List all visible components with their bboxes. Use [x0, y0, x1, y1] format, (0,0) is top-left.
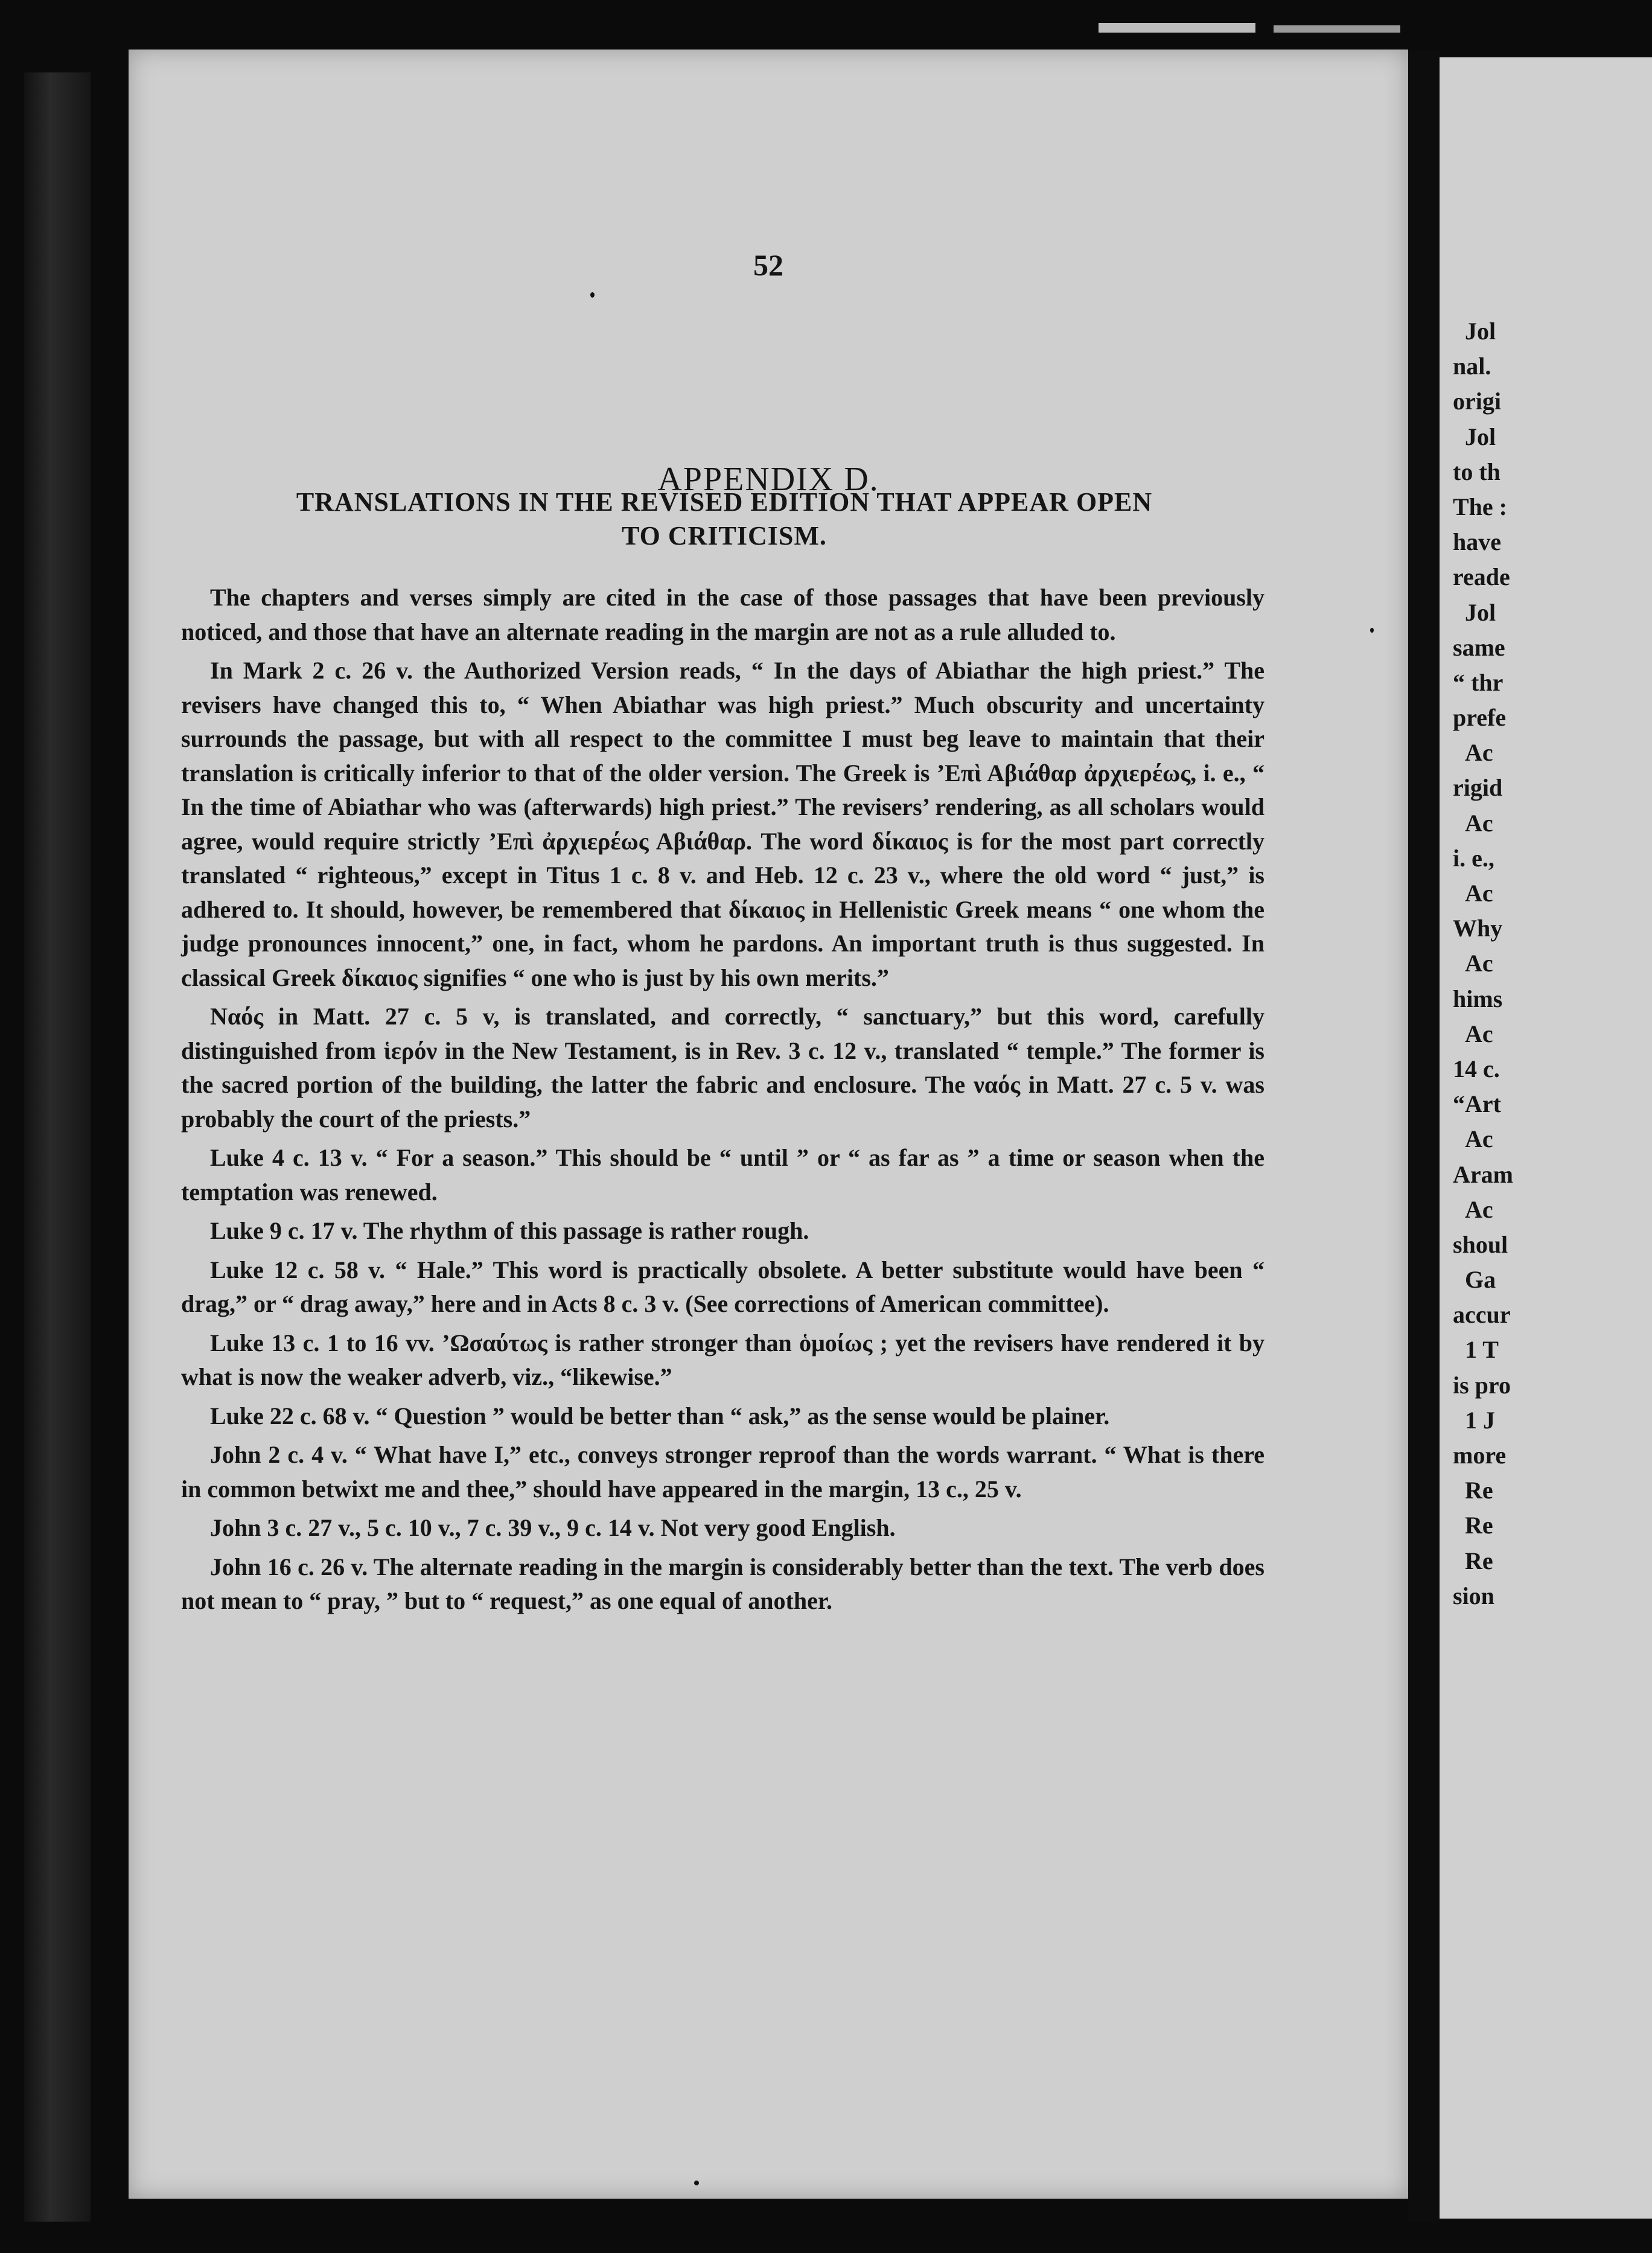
- paragraph: Luke 13 c. 1 to 16 vv. ’Ωσαύτως is rather stronger than ὁμοίως ; yet the revisers have rendered it by what is now the weaker adverb, viz., “likewise.”: [181, 1329, 1265, 1390]
- paragraph: Luke 22 c. 68 v. “ Question ” would be better than “ ask,” as the sense would be plainer.: [210, 1402, 1110, 1430]
- facing-line: Jol: [1465, 598, 1496, 626]
- facing-line: i. e.,: [1453, 844, 1494, 872]
- paragraph: Luke 12 c. 58 v. “ Hale.” This word is practically obsolete. A better substitute would have been “ drag,” or “ drag away,” here and in Acts 8 c. 3 v. (See corrections of American committee).: [181, 1256, 1265, 1317]
- facing-line: Ac: [1465, 809, 1493, 837]
- facing-line: sion: [1453, 1582, 1494, 1609]
- facing-line: “Art: [1453, 1090, 1501, 1118]
- heading-line: TO CRITICISM.: [622, 521, 827, 551]
- scan-speck: [590, 292, 595, 298]
- paragraph: In Mark 2 c. 26 v. the Authorized Version reads, “ In the days of Abiathar the high priest.” The revisers have changed this to, “ When Abiathar was high priest.” Much obscurity and uncertainty surrounds the passage, but with all respect to the committee I must beg leave to maintain that their translation is critically inferior to that of the older version. The Greek is ’Επὶ Αβιάθαρ ἀρχιερέως, i. e., “ In the time of Abiathar who was (afterwards) high priest.” The revisers’ rendering, as all scholars would agree, would require strictly ’Επὶ ἀρχιερέως Αβιάθαρ. The word δίκαιος is for the most part correctly translated “ righteous,” except in Titus 1 c. 8 v. and Heb. 12 c. 23 v., where the old word “ just,” is adhered to. It should, however, be remembered that δίκαιος in Hellenistic Greek means “ one whom the judge pronounces innocent,” one, in fact, whom he pardons. An important truth is thus suggested. In classical Greek δίκαιος signifies “ one who is just by his own merits.”: [181, 657, 1265, 991]
- facing-line: same: [1453, 633, 1505, 661]
- facing-line: Ac: [1465, 950, 1493, 977]
- body-text: [181, 581, 1265, 1623]
- facing-page-text: [1453, 314, 1513, 1614]
- page-gutter: [1408, 50, 1440, 2223]
- facing-line: nal.: [1453, 353, 1491, 380]
- facing-line: The :: [1453, 493, 1507, 520]
- facing-line: origi: [1453, 388, 1501, 415]
- paragraph: Luke 9 c. 17 v. The rhythm of this passage is rather rough.: [210, 1217, 809, 1244]
- scan-speck: [694, 2181, 699, 2185]
- paragraph: John 16 c. 26 v. The alternate reading in the margin is considerably better than the text. The verb does not mean to “ pray, ” but to “ request,” as one equal of another.: [181, 1553, 1265, 1614]
- paragraph: Luke 4 c. 13 v. “ For a season.” This should be “ until ” or “ as far as ” a time or season when the temptation was renewed.: [181, 1144, 1265, 1206]
- heading-line: TRANSLATIONS IN THE REVISED EDITION THAT APPEAR OPEN: [296, 487, 1153, 517]
- facing-line: 14 c.: [1453, 1055, 1500, 1082]
- facing-line: is pro: [1453, 1371, 1511, 1399]
- facing-line: Ac: [1465, 1125, 1493, 1153]
- paragraph: The chapters and verses simply are cited in the case of those passages that have been previously noticed, and those that have an alternate reading in the margin are not as a rule alluded to.: [181, 584, 1265, 645]
- facing-line: Ac: [1465, 1195, 1493, 1223]
- facing-line: 1 J: [1465, 1406, 1495, 1434]
- facing-line: “ thr: [1453, 668, 1504, 696]
- page-number: 52: [753, 248, 783, 282]
- paragraph: John 3 c. 27 v., 5 c. 10 v., 7 c. 39 v., 9 c. 14 v. Not very good English.: [210, 1514, 896, 1541]
- facing-line: hims: [1453, 985, 1503, 1012]
- scan-left-edge: [24, 72, 91, 2222]
- facing-line: prefe: [1453, 704, 1507, 732]
- facing-line: Ac: [1465, 739, 1493, 767]
- facing-line: Jol: [1465, 423, 1496, 450]
- facing-line: reade: [1453, 563, 1510, 591]
- facing-line: Ac: [1465, 1020, 1493, 1047]
- facing-line: rigid: [1453, 774, 1503, 802]
- scan-speck: [1370, 628, 1374, 633]
- facing-line: 1 T: [1465, 1336, 1499, 1364]
- section-heading: [181, 485, 1268, 553]
- facing-line: have: [1453, 528, 1501, 556]
- facing-line: Aram: [1453, 1160, 1513, 1188]
- scan-top-strip: [1099, 23, 1255, 33]
- facing-line: Re: [1465, 1512, 1493, 1539]
- facing-line: to th: [1453, 458, 1501, 485]
- facing-line: more: [1453, 1442, 1507, 1469]
- facing-line: Ac: [1465, 880, 1493, 907]
- facing-line: Re: [1465, 1477, 1493, 1504]
- facing-line: Why: [1453, 915, 1503, 942]
- paragraph: John 2 c. 4 v. “ What have I,” etc., conveys stronger reproof than the words warrant. “ What is there in common betwixt me and thee,” should have appeared in the margin, 13 c., 25 v.: [181, 1441, 1265, 1503]
- scan-top-strip: [1274, 25, 1400, 33]
- appendix-title: APPENDIX D.: [657, 461, 879, 498]
- facing-line: shoul: [1453, 1230, 1508, 1258]
- facing-line: Jol: [1465, 318, 1496, 345]
- facing-line: Ga: [1465, 1266, 1496, 1294]
- facing-line: accur: [1453, 1301, 1511, 1329]
- paragraph: Ναός in Matt. 27 c. 5 v, is translated, and correctly, “ sanctuary,” but this word, carefully distinguished from ἱερόν in the New Testament, is in Rev. 3 c. 12 v., translated “ temple.” The former is the sacred portion of the building, the latter the fabric and enclosure. The ναός in Matt. 27 c. 5 v. was probably the court of the priests.”: [181, 1003, 1265, 1133]
- facing-line: Re: [1465, 1547, 1493, 1574]
